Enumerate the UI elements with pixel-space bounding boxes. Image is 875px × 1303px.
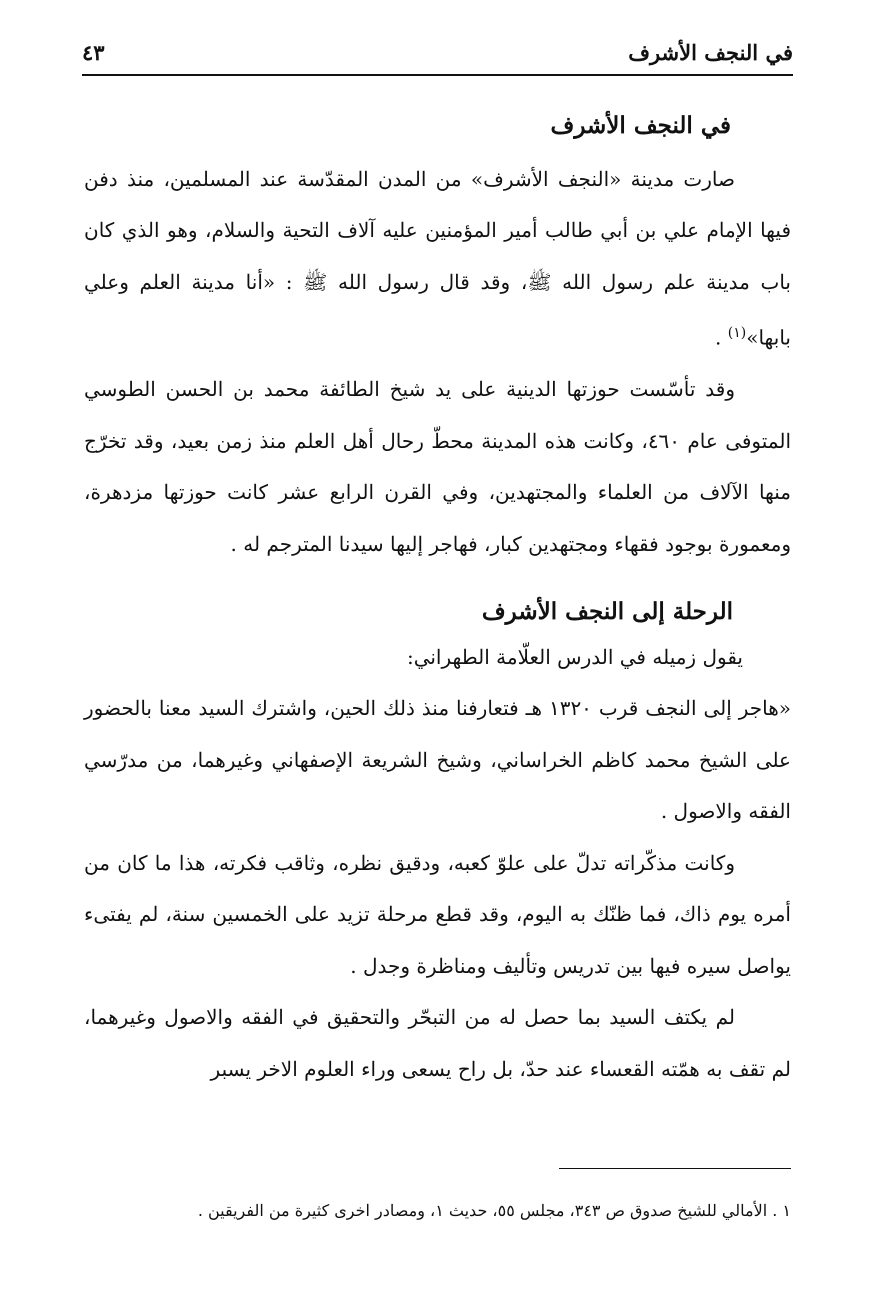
footnote-reference: (١)	[727, 325, 747, 342]
section-najaf	[84, 112, 791, 570]
paragraph-end: .	[715, 325, 728, 350]
running-header	[82, 38, 793, 76]
paragraph: وكانت مذكّراته تدلّ على علوّ كعبه، ودقيق نظره، وثاقب فكرته، هذا ما كان من أمره يوم ذاك، فما ظنّك به اليوم، وقد قطع مرحلة تزيد على الخمسين سنة، لم يفتىء يواصل سيره فيها بين تدريس وتأليف ومناظرة وجدل .	[84, 850, 791, 978]
quote-paragraph: «هاجر إلى النجف قرب ١٣٢٠ هـ فتعارفنا منذ ذلك الحين، واشترك السيد معنا بالحضور على الشيخ محمد كاظم الخراساني، وشيخ الشريعة الإصفهاني وغيرهما، من مدرّسي الفقه والاصول .	[84, 696, 791, 824]
section-heading: الرحلة إلى النجف الأشرف	[481, 598, 733, 625]
paragraph: لم يكتف السيد بما حصل له من التبحّر والتحقيق في الفقه والاصول وغيرهما، لم تقف به همّته القعساء عند حدّ، بل راح يسعى وراء العلوم الاخر يسبر	[84, 1005, 791, 1081]
footnote: ١ . الأمالي للشيخ صدوق ص ٣٤٣، مجلس ٥٥، حديث ١، ومصادر اخرى كثيرة من الفريقين .	[197, 1201, 791, 1220]
section-heading: في النجف الأشرف	[550, 112, 731, 139]
paragraph-text: صارت مدينة «النجف الأشرف» من المدن المقدّسة عند المسلمين، منذ دفن فيها الإمام علي بن أبي طالب أمير المؤمنين عليه آلاف التحية والسلام، وهو الذي كان باب مدينة علم رسول الله ﷺ، وقد قال رسول الله ﷺ : «أنا مدينة العلم وعلي بابها»	[84, 166, 791, 350]
paragraph: وقد تأسّست حوزتها الدينية على يد شيخ الطائفة محمد بن الحسن الطوسي المتوفى عام ٤٦٠، وكانت هذه المدينة محطّ رحال أهل العلم منذ زمن بعيد، وقد تخرّج منها الآلاف من العلماء والمجتهدين، وفي القرن الرابع عشر كانت حوزتها مزدهرة، ومعمورة بوجود فقهاء ومجتهدين كبار، فهاجر إليها سيدنا المترجم له .	[84, 377, 792, 556]
paragraph-intro: يقول زميله في الدرس العلّامة الطهراني:	[406, 644, 743, 669]
section-journey	[84, 598, 791, 1095]
paragraph	[84, 154, 791, 365]
footnote-divider	[559, 1168, 791, 1169]
running-title: في النجف الأشرف	[628, 40, 793, 65]
page-number: ٤٣	[82, 40, 105, 65]
